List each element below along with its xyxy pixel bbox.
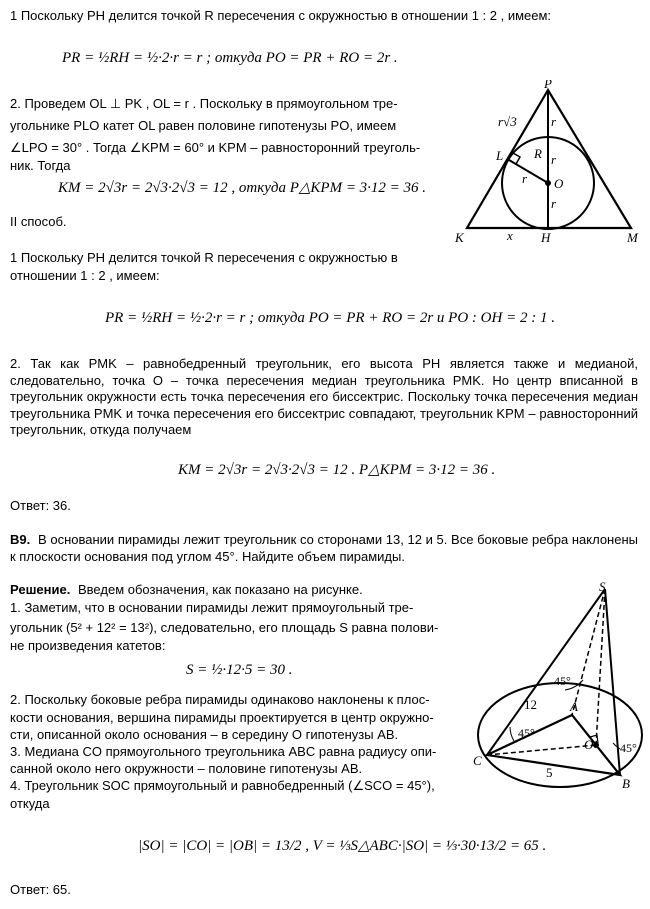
s4-line1: 4. Треугольник SOC прямоугольный и равнобедренный (∠SCO = 45°),	[10, 778, 435, 793]
label-h: H	[541, 230, 551, 245]
solution-intro: Введем обозначения, как показано на рисунке.	[78, 582, 363, 597]
s1-line1: 1. Заметим, что в основании пирамиды лежит прямоугольный тре-	[10, 600, 414, 615]
label-r-sqrt3: r√3	[498, 114, 517, 129]
label-k: K	[455, 230, 464, 245]
center-point-o	[545, 180, 551, 186]
p2-line1: 2. Проведем OL ⊥ PK , OL = r . Поскольку в прямоугольном тре-	[10, 96, 398, 111]
label-r3: r	[551, 196, 557, 211]
triangle-figure	[455, 80, 650, 250]
p2-line3: ∠LPO = 30° . Тогда ∠KPM = 60° и KPM – равносторонний треуголь-	[10, 140, 421, 155]
p2-line2: угольнике PLO катет OL равен половине гипотенузы PO, имеем	[10, 118, 397, 133]
method2-formula2: KM = 2√3r = 2√3·2√3 = 12 . P△KPM = 3·12 = 36 .	[178, 462, 496, 478]
label-x: x	[507, 228, 513, 243]
s3-line2: санной около него окружности – половине гипотенузы AB.	[10, 761, 363, 776]
pyramid-figure	[470, 575, 648, 797]
label-s: S	[599, 579, 606, 594]
p2-line4: ник. Тогда	[10, 158, 71, 173]
method2-p2: 2. Так как PMK – равнобедренный треугольник, его высота PH является также и медианой, следовательно, точка O – точка пересечения медиан треугольника PMK. Но центр вписанной в треугольник окружности есть точка пересечения его биссектрис. Поскольку точка пересечения медиан треугольника PMK и точка пересечения его биссектрис совпадают, треугольник KPM – равносторонний треугольник, откуда получаем	[10, 356, 638, 437]
label-r1: r	[551, 114, 557, 129]
label-r4: r	[522, 171, 528, 186]
b9-text: В основании пирамиды лежит треугольник со сторонами 13, 12 и 5. Все боковые ребра наклонены к плоскости основания под углом 45°. Найдите объем пирамиды.	[10, 532, 638, 564]
base-triangle	[487, 715, 620, 775]
s1-formula: S = ½·12·5 = 30 .	[186, 662, 293, 678]
method2-p1-line1: 1 Поскольку PH делится точкой R пересечения с окружностью в	[10, 250, 398, 265]
label-o: O	[584, 737, 594, 752]
s4-line2: откуда	[10, 796, 50, 811]
angle-arc-c	[510, 727, 514, 741]
p1-intro: 1 Поскольку PH делится точкой R пересечения с окружностью в отношении 1 : 2 , имеем:	[10, 8, 552, 23]
segment-lo	[509, 160, 548, 183]
s2-line3: сти, описанной около основания – в середину O гипотенузы AB.	[10, 727, 399, 742]
b9-label: В9.	[10, 532, 31, 547]
method2-formula1: PR = ½RH = ½·2·r = r ; откуда PO = PR + RO = 2r и PO : OH = 2 : 1 .	[105, 310, 555, 326]
answer-65: Ответ: 65.	[10, 882, 71, 897]
label-edge-5: 5	[546, 765, 553, 780]
label-edge-12: 12	[524, 697, 537, 712]
p2-formula: KM = 2√3r = 2√3·2√3 = 12 , откуда P△KPM = 3·12 = 36 .	[58, 180, 427, 196]
method2-title: II способ.	[10, 214, 67, 229]
label-b: B	[622, 776, 630, 791]
center-point-o	[593, 742, 599, 748]
label-m: M	[627, 230, 638, 245]
answer-36: Ответ: 36.	[10, 498, 71, 513]
s2-line2: кости основания, вершина пирамиды проектируется в центр окружно-	[10, 710, 434, 725]
s2-line1: 2. Поскольку боковые ребра пирамиды одинаково наклонены к плос-	[10, 692, 430, 707]
edge-sc	[487, 589, 605, 755]
label-c: C	[473, 753, 482, 768]
label-angle-c: 45°	[518, 726, 535, 740]
s1-line2: угольник (5² + 12² = 13²), следовательно, его площадь S равна полови-	[10, 620, 439, 635]
s1-line3: не произведения катетов:	[10, 638, 166, 653]
label-a: A	[570, 699, 578, 714]
height-so	[596, 589, 605, 745]
solution-label: Решение.	[10, 582, 71, 597]
label-angle-a: 45°	[554, 674, 571, 688]
label-r2: r	[551, 152, 557, 167]
label-p: P	[544, 80, 552, 91]
label-r-point: R	[534, 146, 542, 161]
label-angle-b: 45°	[620, 741, 637, 755]
label-o: O	[554, 176, 564, 191]
s3-line1: 3. Медиана CO прямоугольного треугольника ABC равна радиусу опи-	[10, 744, 437, 759]
p1-formula: PR = ½RH = ½·2·r = r ; откуда PO = PR + RO = 2r .	[62, 50, 398, 66]
edge-sa	[572, 589, 605, 715]
method2-p1-line2: отношении 1 : 2 , имеем:	[10, 268, 160, 283]
label-l: L	[496, 148, 504, 163]
s4-formula: |SO| = |CO| = |OB| = 13/2 , V = ⅓S△ABC·|SO| = ⅓·30·13/2 = 65 .	[138, 838, 547, 854]
